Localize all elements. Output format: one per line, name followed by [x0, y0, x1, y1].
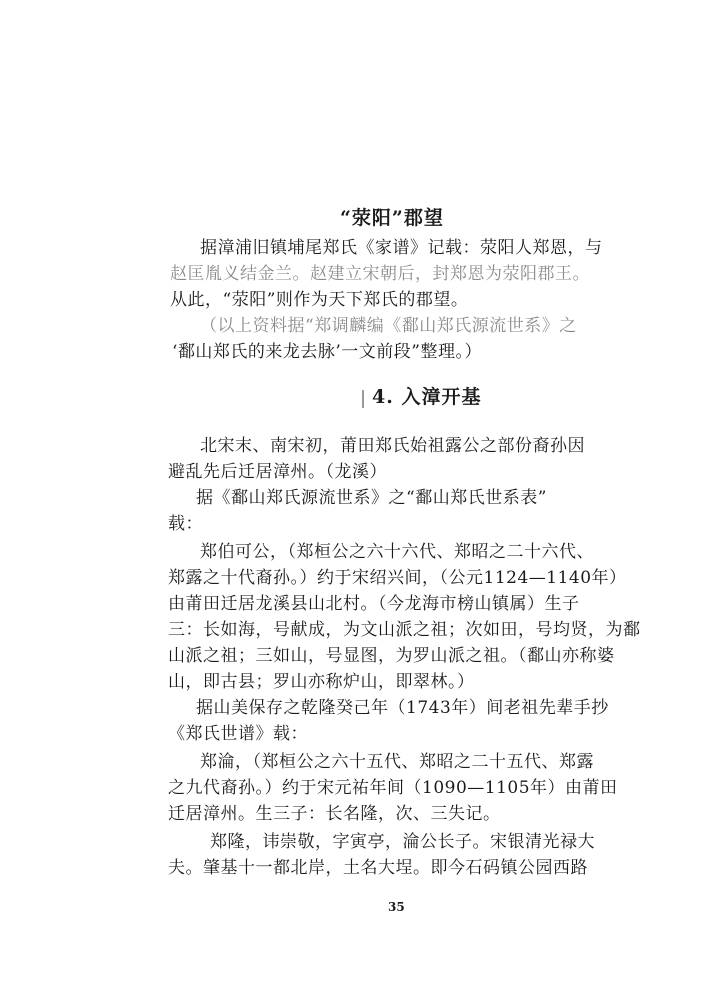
text-line: 山，即古县；罗山亦称炉山，即翠林。） [168, 672, 475, 692]
text-line: 夫。肇基十一都北岸，土名大埕。即今石码镇公园西路 [168, 858, 588, 878]
text-line: ‘鄱山郑氏的来龙去脉’一文前段”整理。） [172, 342, 482, 362]
text-line: 郑露之十代裔孙。）约于宋绍兴间，（公元1124—1140年） [168, 568, 627, 588]
text-line: 《郑氏世谱》载： [168, 724, 308, 744]
text-line: 赵匡胤义结金兰。赵建立宋朝后，封郑恩为荥阳郡王。 [170, 264, 590, 284]
text-line: 据漳浦旧镇埔尾郑氏《家谱》记载：荥阳人郑恩，与 [200, 238, 603, 258]
text-line: 北宋末、南宋初，莆田郑氏始祖露公之部份裔孙因 [200, 436, 585, 456]
text-line: 郑伯可公，（郑桓公之六十六代、郑昭之二十六代、 [200, 542, 594, 562]
text-line: 郑隆，讳崇敬，字寅亭，淪公长子。宋银清光禄大 [210, 832, 595, 852]
page-number: 35 [388, 900, 405, 914]
text-line: 郑淪，（郑桓公之六十五代、郑昭之二十五代、郑露 [200, 752, 594, 772]
text-line: 载： [168, 514, 203, 534]
text-line: （以上资料据“郑调麟编《鄱山郑氏源流世系》之 [200, 316, 577, 336]
text-line: 避乱先后迁居漳州。（龙溪） [168, 462, 387, 482]
text-line: 据《鄱山郑氏源流世系》之“鄱山郑氏世系表” [196, 488, 547, 508]
text-line: 从此，“荥阳”则作为天下郑氏的郡望。 [170, 290, 469, 310]
margin-mark [362, 390, 364, 408]
text-line: 之九代裔孙。）约于宋元祐年间（1090—1105年）由莆田 [168, 778, 618, 798]
section-heading-settlement: 4. 入漳开基 [372, 386, 482, 408]
text-line: 据山美保存之乾隆癸己年（1743年）间老祖先辈手抄 [196, 698, 609, 718]
text-line: 由莆田迁居龙溪县山北村。（今龙海市榜山镇属）生子 [168, 594, 580, 614]
text-line: 山派之祖；三如山，号显图，为罗山派之祖。（鄱山亦称婆 [168, 646, 615, 666]
text-line: 迁居漳州。生三子：长名隆，次、三失记。 [168, 804, 501, 824]
text-line: 三：长如海，号献成，为文山派之祖；次如田，号均贤，为鄱 [168, 620, 641, 640]
section-heading-xingyang: “荥阳”郡望 [340, 207, 444, 229]
